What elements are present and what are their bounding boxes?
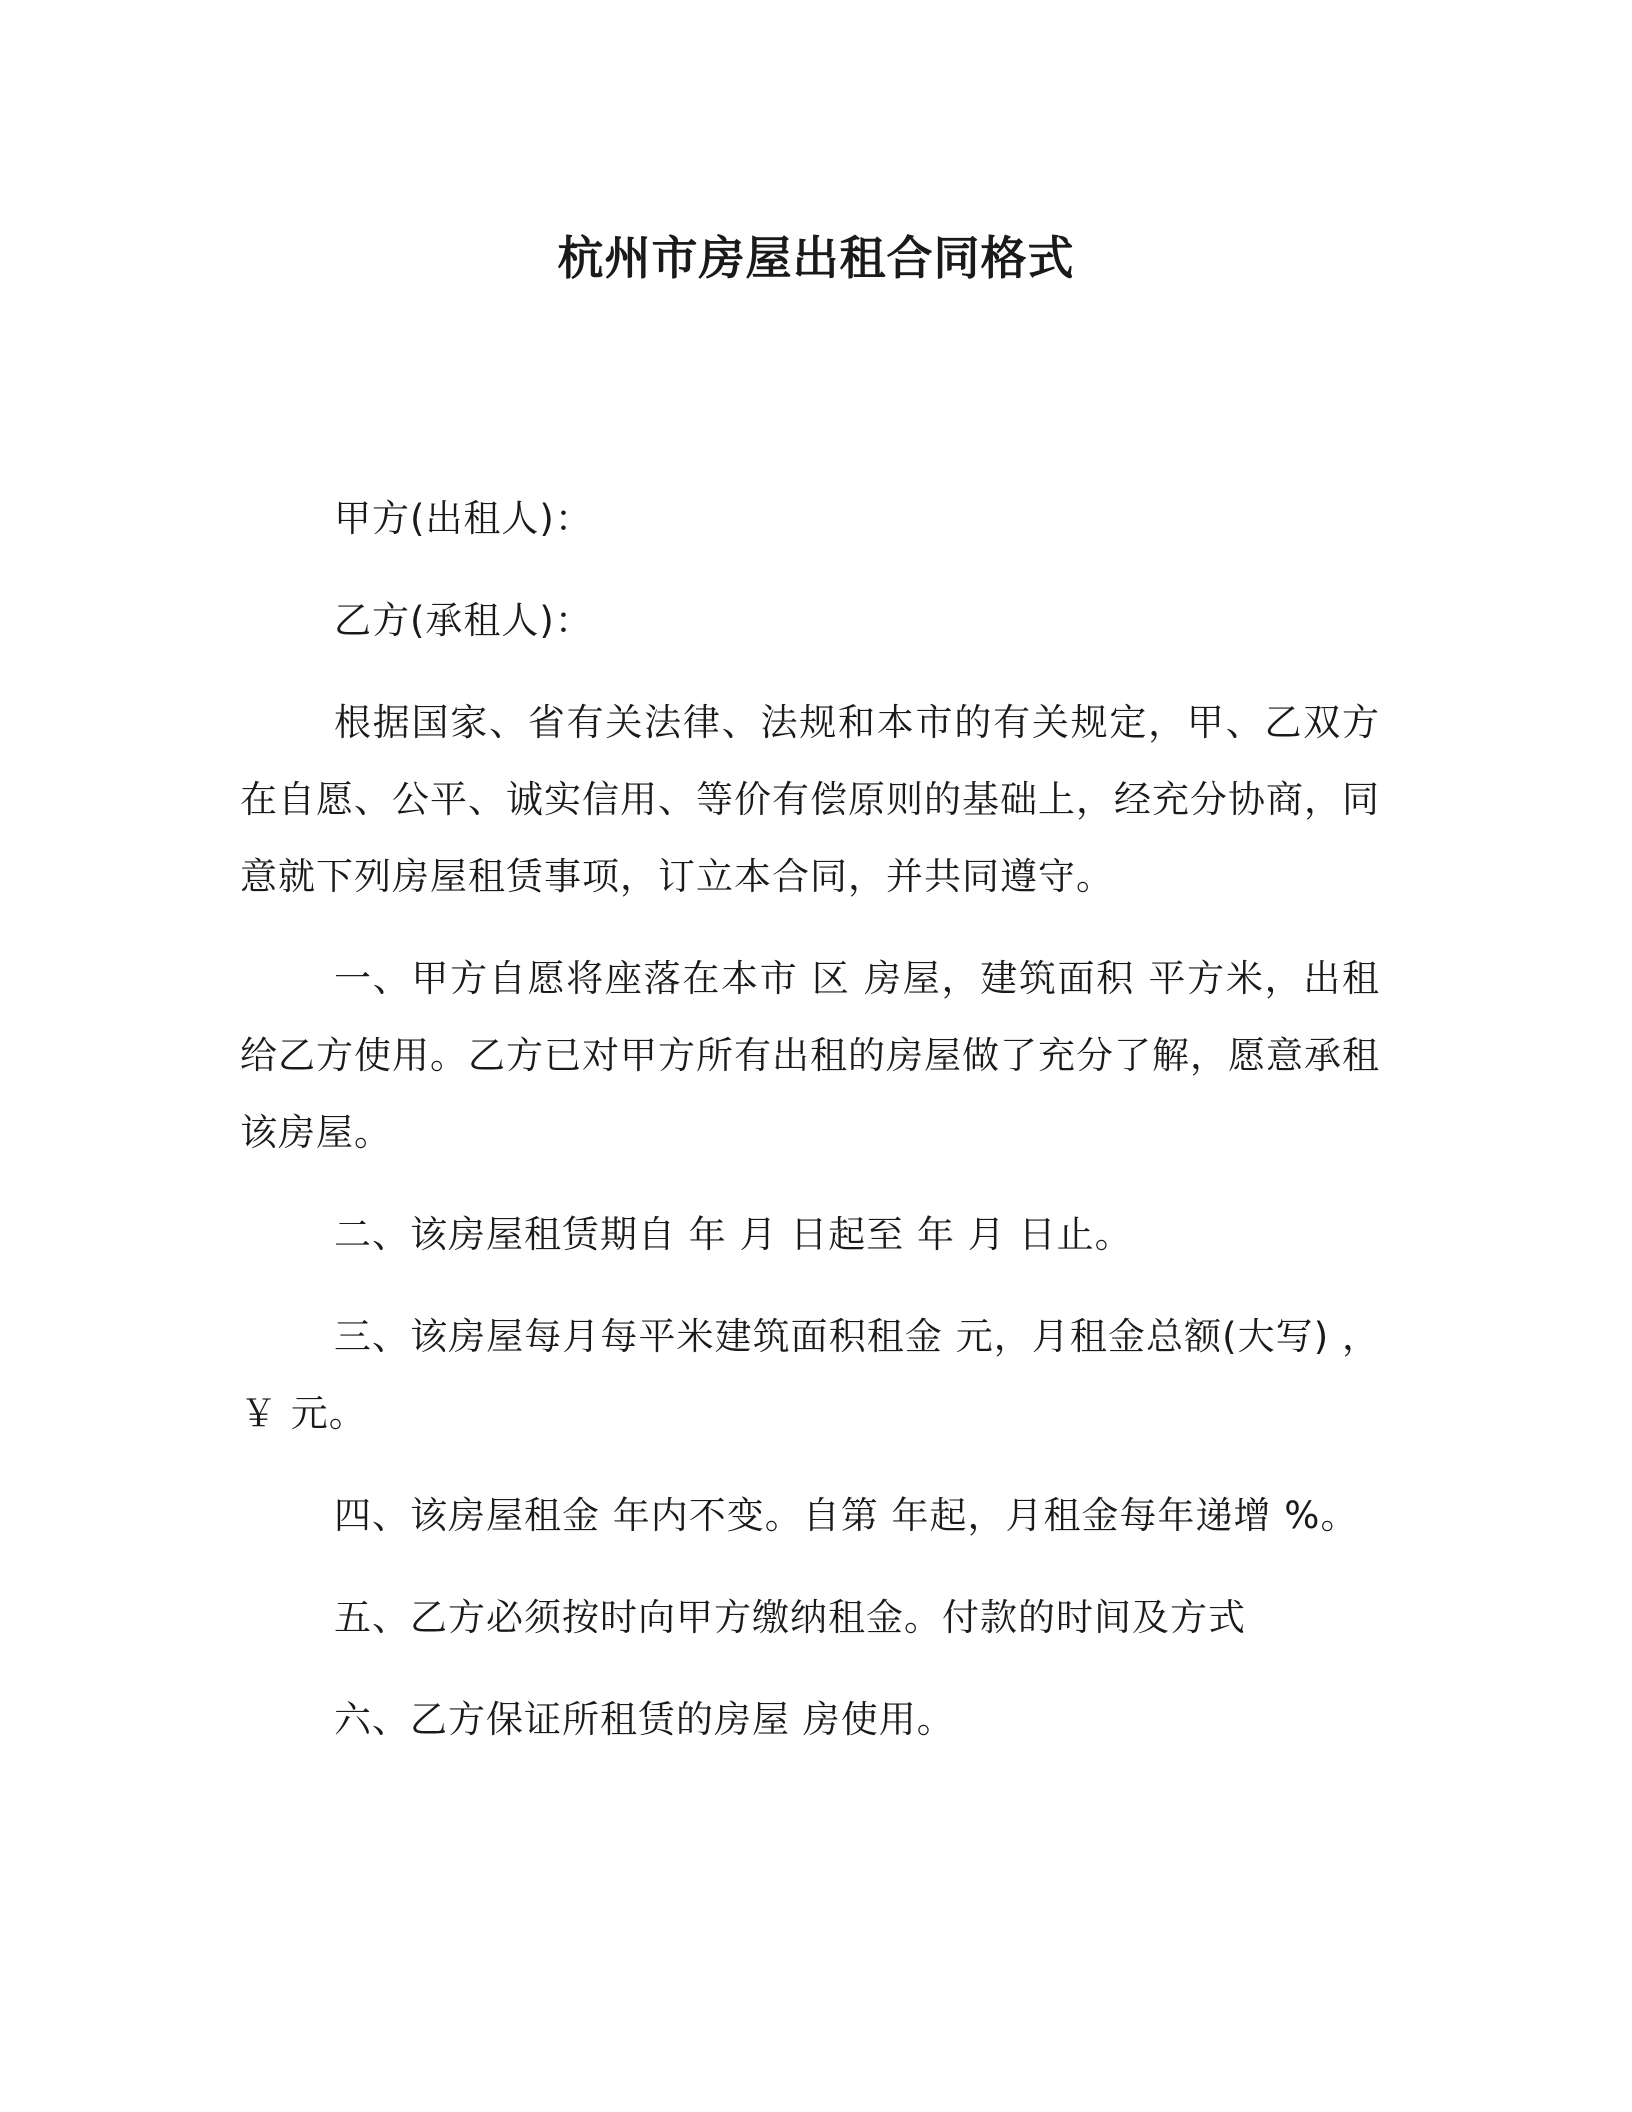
- clause-6: 六、乙方保证所租赁的房屋 房使用。: [334, 1698, 955, 1741]
- party-a-line: 甲方(出租人)：: [334, 497, 593, 540]
- preamble-paragraph: 根据国家、省有关法律、法规和本市的有关规定，甲、乙双方在自愿、公平、诚实信用、等价有偿原则的基础上，经充分协商，同意就下列房屋租赁事项，订立本合同，并共同遵守。: [240, 701, 1380, 898]
- clause-1: 一、甲方自愿将座落在本市 区 房屋，建筑面积 平方米，出租给乙方使用。乙方已对甲方所有出租的房屋做了充分了解，愿意承租该房屋。: [240, 957, 1380, 1154]
- document-title: 杭州市房屋出租合同格式: [557, 231, 1075, 285]
- clause-5: 五、乙方必须按时向甲方缴纳租金。付款的时间及方式: [334, 1596, 1246, 1639]
- clause-2: 二、该房屋租赁期自 年 月 日起至 年 月 日止。: [334, 1213, 1133, 1256]
- clause-4: 四、该房屋租金 年内不变。自第 年起，月租金每年递增 %。: [334, 1494, 1359, 1537]
- clause-3: 三、该房屋每月每平米建筑面积租金 元，月租金总额(大写) ，￥ 元。: [240, 1315, 1380, 1435]
- document-body: [240, 480, 1380, 1783]
- party-b-line: 乙方(承租人)：: [334, 599, 593, 642]
